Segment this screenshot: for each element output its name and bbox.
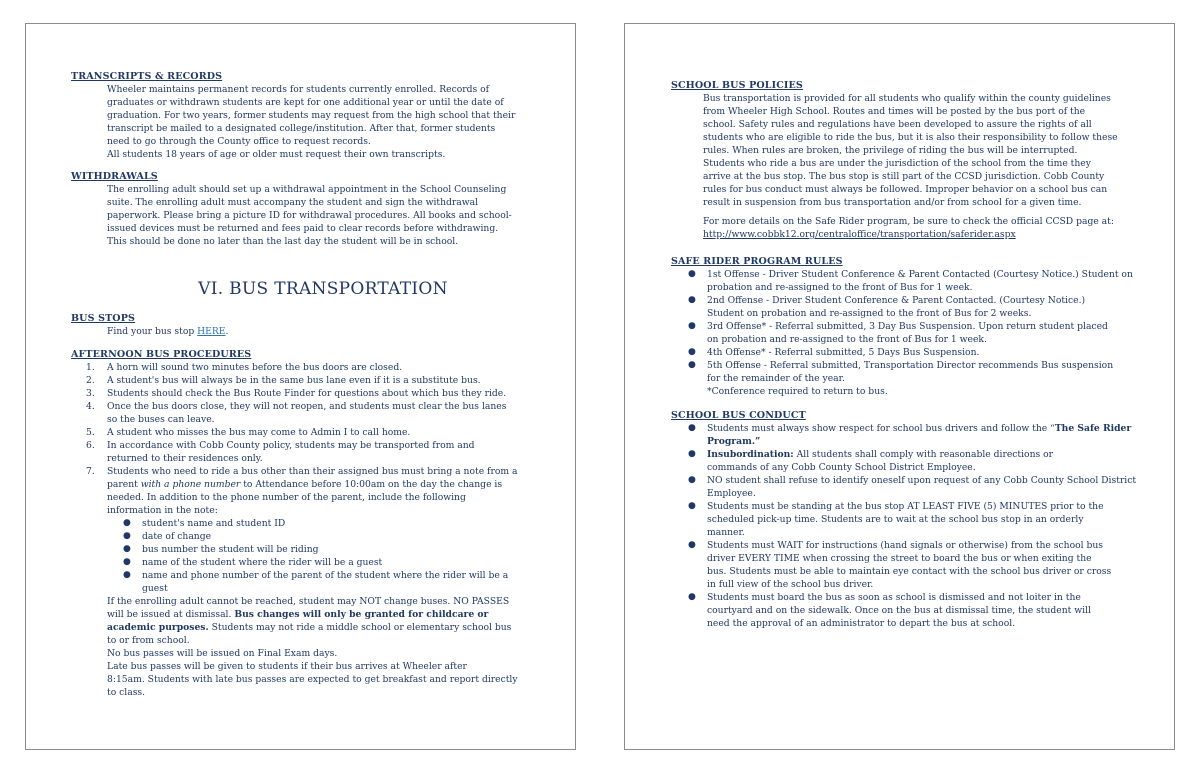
safe-rider-heading: SAFE RIDER PROGRAM RULES — [671, 256, 843, 267]
bullet-icon: ● — [123, 531, 131, 541]
transcripts-heading: TRANSCRIPTS & RECORDS — [71, 71, 223, 82]
bullet-icon: ● — [123, 544, 131, 554]
withdrawals-section — [71, 171, 575, 248]
list-item-text: Students should check the Bus Route Finder for questions about which bus they ride. — [107, 388, 507, 399]
safe-rider-url-link[interactable]: http://www.cobbk12.org/centraloffice/transportation/saferider.aspx — [703, 229, 1016, 240]
transcripts-body: Wheeler maintains permanent records for students currently enrolled. Records of graduates or withdrawn students are kept for one additional year or until the date of graduation. For two years, former students may request from the high school that their transcript be mailed to a designated college/institution. After that, former students need to go through the County office to request records. All students 18 years of age or older must request their own transcripts. — [107, 84, 516, 160]
conduct-item-text: NO student shall refuse to identify oneself upon request of any Cobb County School District Employee. — [707, 475, 1137, 499]
right-page — [624, 23, 1175, 750]
policies-section — [671, 80, 1174, 241]
bullet-icon: ● — [123, 570, 131, 580]
bus-stops-section — [71, 313, 575, 338]
withdrawals-heading: WITHDRAWALS — [71, 171, 158, 182]
conduct-item — [671, 448, 1174, 474]
bus-stops-heading: BUS STOPS — [71, 313, 136, 324]
list-number: 4. — [86, 401, 95, 412]
list-item-text: In accordance with Cobb County policy, students may be transported from and returned to their residences only. — [107, 440, 475, 464]
conduct-item — [671, 474, 1174, 500]
note-item — [71, 569, 575, 595]
safe-rider-note: *Conference required to return to bus. — [707, 386, 888, 397]
note-item — [71, 517, 575, 530]
left-page — [25, 23, 576, 750]
bullet-icon: ● — [123, 557, 131, 567]
note-item-text: name of the student where the rider will be a guest — [142, 557, 383, 568]
bullet-icon: ● — [688, 475, 696, 485]
afternoon-item — [71, 374, 575, 387]
safe-rider-item-text: 4th Offense* - Referral submitted, 5 Days Bus Suspension. — [707, 347, 980, 358]
safe-rider-item — [671, 359, 1174, 385]
afternoon-list — [71, 361, 575, 517]
conduct-item2-post: All students shall comply with reasonable directions or commands of any Cobb County School District Employee. — [707, 449, 1054, 473]
section-title: VI. BUS TRANSPORTATION — [198, 279, 448, 299]
conduct-list — [671, 422, 1174, 630]
safe-rider-item — [671, 294, 1174, 320]
list-number: 1. — [86, 362, 95, 373]
conduct-heading: SCHOOL BUS CONDUCT — [671, 410, 806, 421]
safe-rider-item — [671, 268, 1174, 294]
bullet-icon: ● — [688, 501, 696, 511]
bullet-icon: ● — [688, 592, 696, 602]
item7-line1: Students who need to ride a bus other than their assigned bus must bring a note from a — [107, 466, 518, 477]
policies-body: Bus transportation is provided for all students who qualify within the county guidelines from Wheeler High School. Routes and times will be posted by the bus port of the school. Safety rules and regulations have been developed to assure the rights of all students who are eligible to ride the bus, but it is also their responsibility to follow these rules. When rules are broken, the privilege of riding the bus will be interrupted. Students who ride a bus are under the jurisdiction of the school from the time they arrive at the bus stop. The bus stop is still part of the CCSD jurisdiction. Cobb County rules for bus conduct must always be followed. Improper behavior on a school bus can result in suspension from bus transportation and/or from school for a given time. — [703, 93, 1118, 208]
note-item — [71, 556, 575, 569]
conduct-item-text: Students must board the bus as soon as school is dismissed and not loiter in the courtyard and on the sidewalk. Once on the bus at dismissal time, the student will need the approval of an administrator to depart the bus at school. — [707, 592, 1091, 629]
note-item-text: student's name and student ID — [142, 518, 286, 529]
list-number: 7. — [86, 466, 95, 477]
transcripts-section — [71, 71, 575, 161]
bullet-icon: ● — [688, 449, 696, 459]
bullet-icon: ● — [123, 518, 131, 528]
list-number: 3. — [86, 388, 95, 399]
bus-stops-text-before: Find your bus stop — [107, 326, 198, 337]
policies-details: For more details on the Safe Rider program, be sure to check the official CCSD page at: — [703, 216, 1114, 227]
conduct-item1-pre: Students must always show respect for school bus drivers and follow the “ — [707, 423, 1055, 434]
note-item-text: name and phone number of the parent of the student where the rider will be a guest — [142, 570, 509, 594]
item7-post-italic: to Attendance before 10:00am on the day the change is — [240, 479, 503, 490]
bus-stops-text-after: . — [225, 326, 229, 337]
afternoon-item — [71, 361, 575, 374]
conduct-item2-bold: Insubordination: — [707, 449, 794, 460]
safe-rider-item-text: 1st Offense - Driver Student Conference & Parent Contacted (Courtesy Notice.) Student on probation and re-assigned to the front of Bus for 1 week. — [707, 269, 1133, 293]
list-item-text: A student who misses the bus may come to Admin I to call home. — [107, 427, 411, 438]
conduct-item-text: Students must WAIT for instructions (hand signals or otherwise) from the school bus driver EVERY TIME when crossing the street to board the bus or when exiting the bus. Students must be able to maintain eye contact with the school bus driver or cross in full view of the school bus driver. — [707, 540, 1112, 590]
late-pass-note: Late bus passes will be given to students if their bus arrives at Wheeler after 8:15am. Students with late bus passes are expected to get breakfast and report directly to class. — [107, 661, 518, 698]
closing-pre: If the enrolling adult cannot be reached, student may NOT change buses. NO PASSES will be issued at dismissal. — [107, 596, 510, 620]
safe-rider-item-text: 3rd Offense* - Referral submitted, 3 Day Bus Suspension. Upon return student placed on probation and re-assigned to the front of Bus for 1 week. — [707, 321, 1108, 345]
afternoon-heading: AFTERNOON BUS PROCEDURES — [71, 349, 252, 360]
list-item-text: Once the bus doors close, they will not reopen, and students must clear the bus lanes so the buses can leave. — [107, 401, 507, 425]
afternoon-item — [71, 400, 575, 426]
item7-pre-italic: parent — [107, 479, 141, 490]
list-item-text: A student's bus will always be in the same bus lane even if it is a substitute bus. — [107, 375, 481, 386]
list-number: 5. — [86, 427, 95, 438]
safe-rider-item — [671, 346, 1174, 359]
safe-rider-item — [671, 320, 1174, 346]
safe-rider-item-text: 5th Offense - Referral submitted, Transportation Director recommends Bus suspension for the remainder of the year. — [707, 360, 1114, 384]
afternoon-item — [71, 465, 575, 517]
item7-rest: needed. In addition to the phone number of the parent, include the following information in the note: — [107, 492, 466, 516]
note-item — [71, 530, 575, 543]
conduct-section — [671, 410, 1174, 630]
note-item-text: bus number the student will be riding — [142, 544, 319, 555]
bullet-icon: ● — [688, 540, 696, 550]
list-number: 2. — [86, 375, 95, 386]
note-list — [71, 517, 575, 595]
safe-rider-section — [671, 256, 1174, 398]
conduct-item-text: Students must be standing at the bus stop AT LEAST FIVE (5) MINUTES prior to the scheduled pick-up time. Students are to wait at the school bus stop in an orderly manner. — [707, 501, 1104, 538]
note-item — [71, 543, 575, 556]
bus-stop-here-link[interactable]: HERE — [197, 326, 226, 337]
policies-heading: SCHOOL BUS POLICIES — [671, 80, 803, 91]
bullet-icon: ● — [688, 295, 696, 305]
conduct-item1-bold: The Safe Rider Program.” — [707, 423, 1132, 447]
withdrawals-body: The enrolling adult should set up a withdrawal appointment in the School Counseling suite. The enrolling adult must accompany the student and sign the withdrawal paperwork. Please bring a picture ID for withdrawal procedures. All books and school- issued devices must be returned and fees paid to clear records before withdrawing. This should be done no later than the last day the student will be in school. — [107, 184, 512, 247]
note-item-text: date of change — [142, 531, 212, 542]
list-item-text: A horn will sound two minutes before the bus doors are closed. — [107, 362, 403, 373]
bullet-icon: ● — [688, 360, 696, 370]
bus-stops-text — [107, 325, 575, 338]
item7-italic: with a phone number — [140, 479, 241, 490]
afternoon-item — [71, 387, 575, 400]
bullet-icon: ● — [688, 321, 696, 331]
safe-rider-item-text: 2nd Offense - Driver Student Conference & Parent Contacted. (Courtesy Notice.) Student on probation and re-assigned to the front of Bus for 2 weeks. — [707, 295, 1086, 319]
afternoon-closing — [107, 595, 575, 647]
conduct-item — [671, 591, 1174, 630]
safe-rider-list — [671, 268, 1174, 385]
afternoon-section — [71, 349, 575, 699]
list-number: 6. — [86, 440, 95, 451]
afternoon-item — [71, 439, 575, 465]
final-exam-note: No bus passes will be issued on Final Exam days. — [107, 648, 338, 659]
bullet-icon: ● — [688, 423, 696, 433]
afternoon-item — [71, 426, 575, 439]
conduct-item — [671, 539, 1174, 591]
closing-bold: Bus changes will only be granted for childcare or academic purposes. — [107, 609, 489, 633]
conduct-item — [671, 422, 1174, 448]
bullet-icon: ● — [688, 347, 696, 357]
bullet-icon: ● — [688, 269, 696, 279]
closing-post: Students may not ride a middle school or elementary school bus to or from school. — [107, 622, 512, 646]
conduct-item — [671, 500, 1174, 539]
